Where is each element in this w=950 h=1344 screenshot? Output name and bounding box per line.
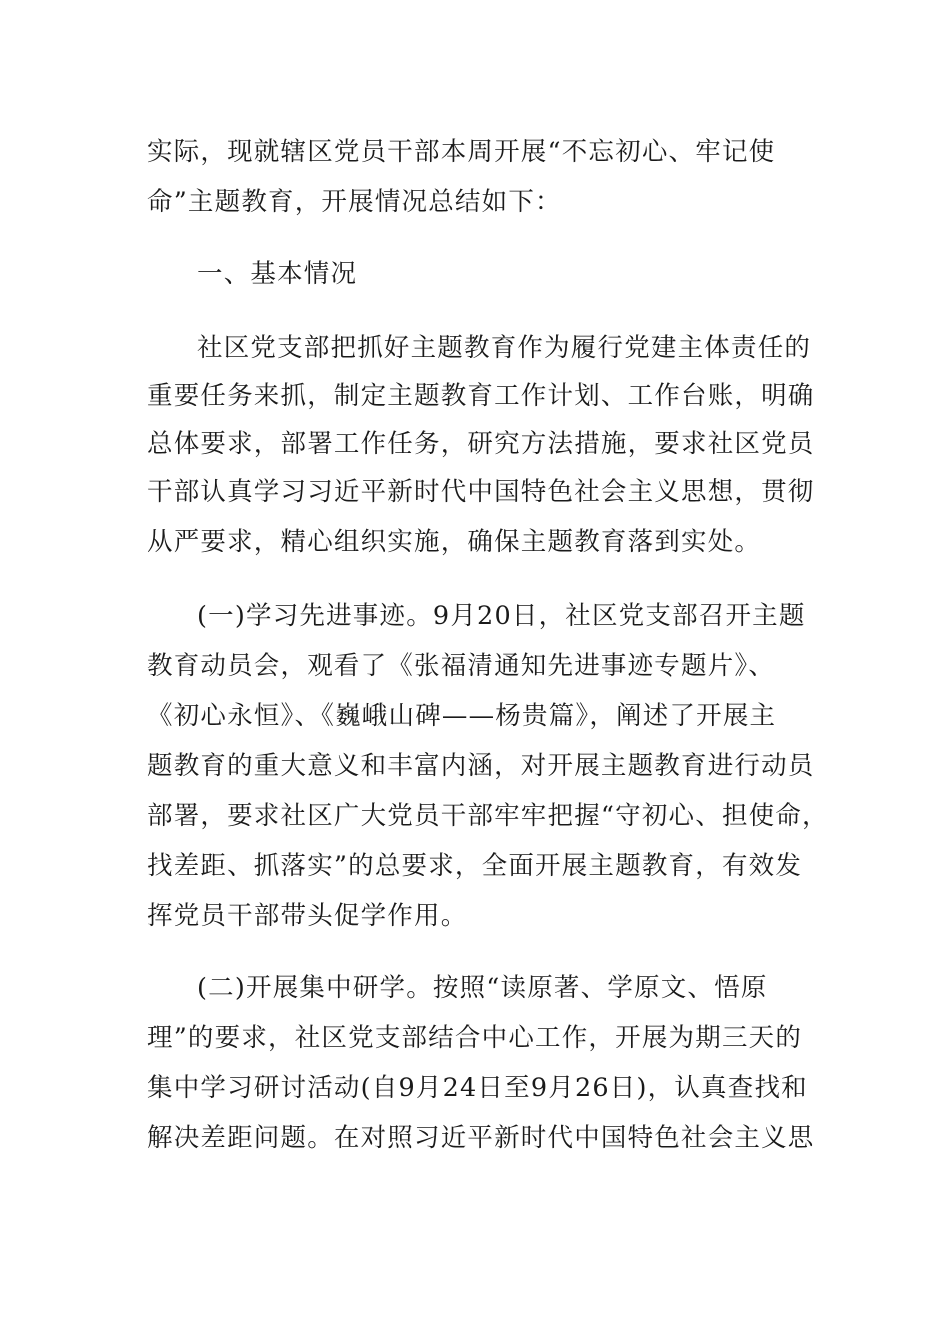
intro-line-1: 实际，现就辖区党员干部本周开展“不忘初心、牢记使 [147,137,776,167]
section-heading: 一、基本情况 [197,259,358,289]
paragraph-1-line-5: 从严要求，精心组织实施，确保主题教育落到实处。 [147,527,762,557]
paragraph-2-line-1: (一)学习先进事迹。9月20日，社区党支部召开主题 [197,601,806,631]
paragraph-2-line-3: 《初心永恒》、《巍峨山碑——杨贵篇》，阐述了开展主 [147,701,777,731]
paragraph-1-line-4: 干部认真学习习近平新时代中国特色社会主义思想，贯彻 [147,477,815,507]
paragraph-1-line-3: 总体要求，部署工作任务，研究方法措施，要求社区党员 [147,429,815,459]
paragraph-2-line-5: 部署，要求社区广大党员干部牢牢把握“守初心、担使命， [147,801,829,831]
paragraph-3-line-1: (二)开展集中研学。按照“读原著、学原文、悟原 [197,973,768,1003]
paragraph-3-line-2: 理”的要求，社区党支部结合中心工作，开展为期三天的 [147,1023,803,1053]
paragraph-2-line-2: 教育动员会，观看了《张福清通知先进事迹专题片》、 [147,651,776,681]
intro-line-2: 命”主题教育，开展情况总结如下： [147,187,562,217]
paragraph-3-line-4: 解决差距问题。在对照习近平新时代中国特色社会主义思 [147,1123,815,1153]
paragraph-3-line-3: 集中学习研讨活动(自9月24日至9月26日)，认真查找和 [147,1073,808,1103]
paragraph-2-line-7: 挥党员干部带头促学作用。 [147,901,468,931]
paragraph-1-line-2: 重要任务来抓，制定主题教育工作计划、工作台账，明确 [147,381,815,411]
paragraph-2-line-4: 题教育的重大意义和丰富内涵，对开展主题教育进行动员 [147,751,815,781]
paragraph-1-line-1: 社区党支部把抓好主题教育作为履行党建主体责任的 [197,333,812,363]
paragraph-2-line-6: 找差距、抓落实”的总要求，全面开展主题教育，有效发 [147,851,803,881]
